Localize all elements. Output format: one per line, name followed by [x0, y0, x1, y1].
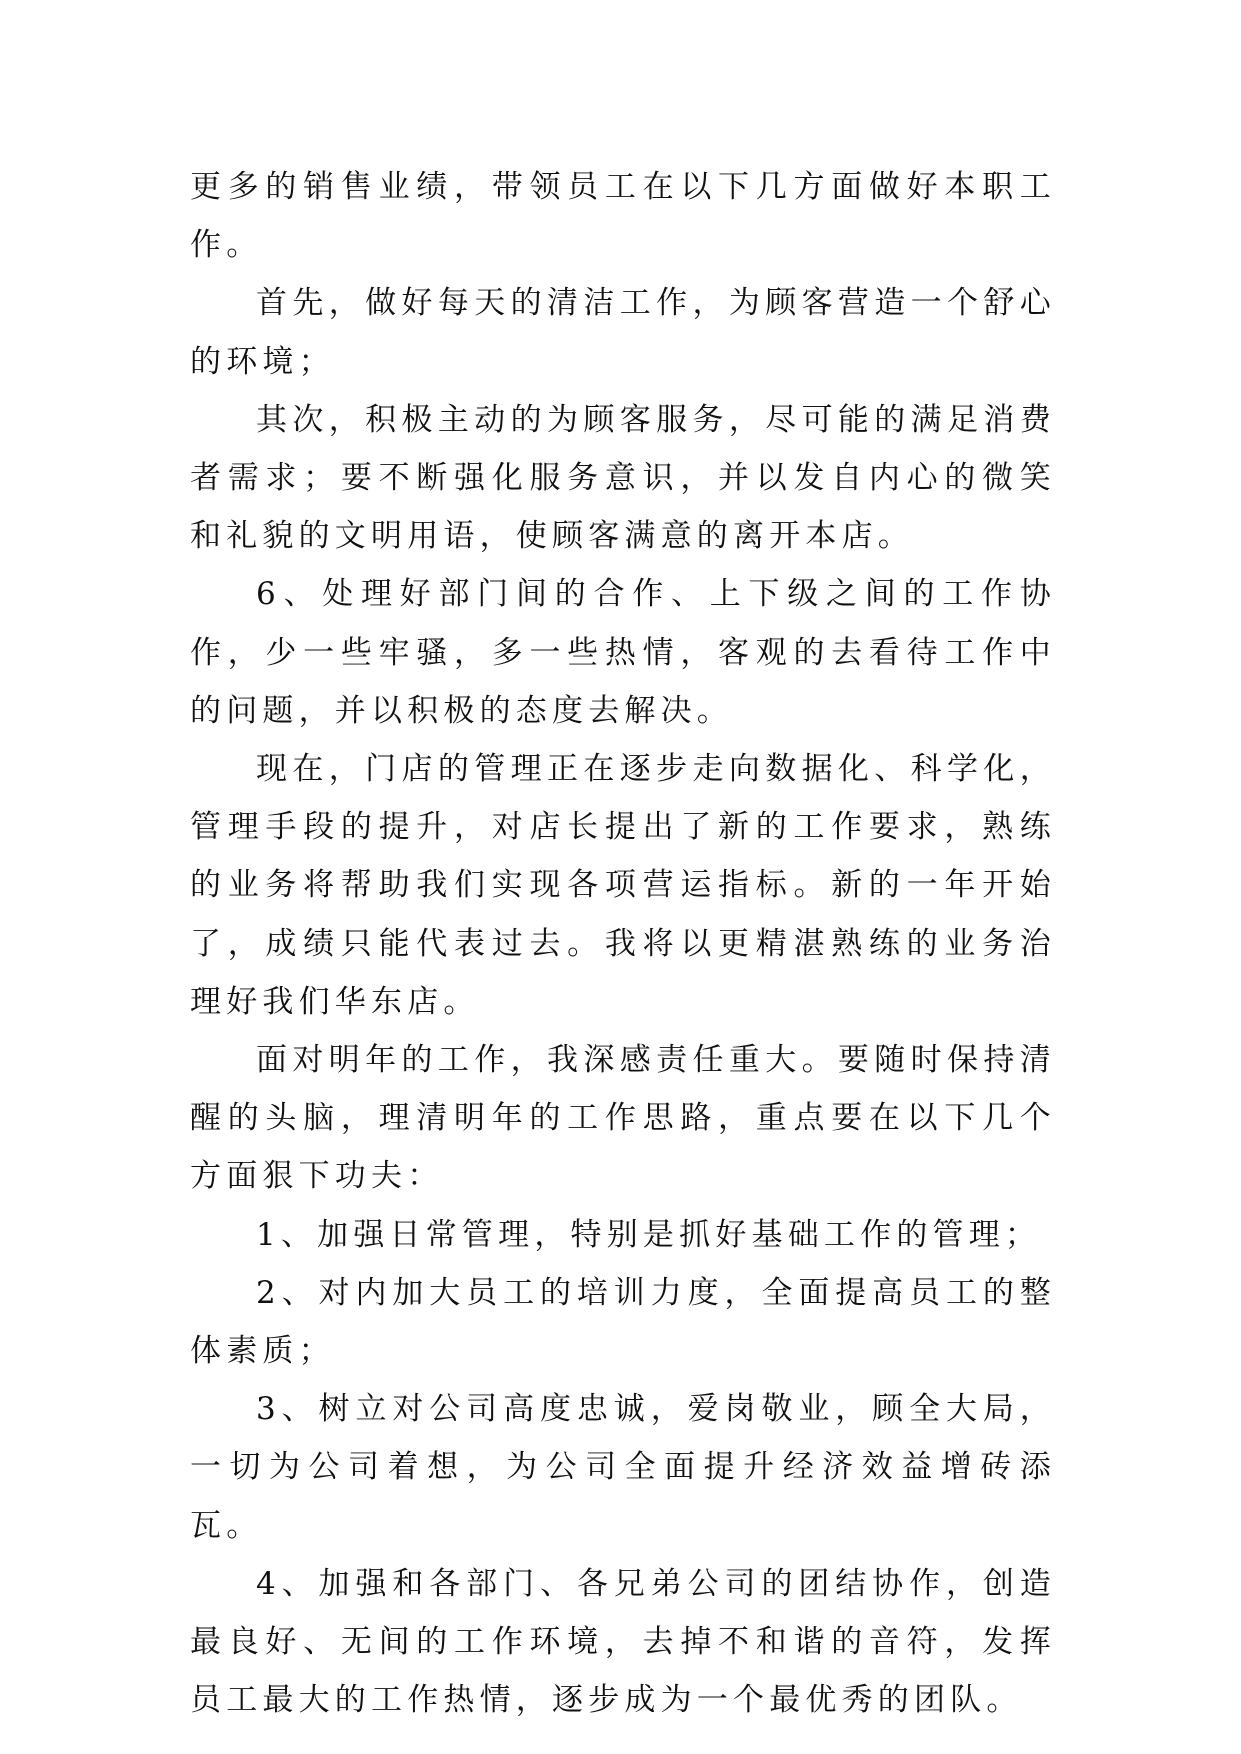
- paragraph-9: 3、树立对公司高度忠诚，爱岗敬业，顾全大局，一切为公司着想，为公司全面提升经济效益增砖添瓦。: [190, 1391, 1056, 1544]
- paragraph-5: 现在，门店的管理正在逐步走向数据化、科学化，管理手段的提升，对店长提出了新的工作要求，熟练的业务将帮助我们实现各项营运指标。新的一年开始了，成绩只能代表过去。我将以更精湛熟练的业务治理好我们华东店。: [190, 751, 1056, 1020]
- paragraph-7: 1、加强日常管理，特别是抓好基础工作的管理；: [256, 1216, 1042, 1253]
- paragraph-8: 2、对内加大员工的培训力度，全面提高员工的整体素质；: [190, 1274, 1056, 1370]
- paragraph-2: 首先，做好每天的清洁工作，为顾客营造一个舒心的环境；: [190, 285, 1056, 380]
- paragraph-10: 4、加强和各部门、各兄弟公司的团结协作，创造最良好、无间的工作环境，去掉不和谐的音符，发挥员工最大的工作热情，逐步成为一个最优秀的团队。: [190, 1565, 1056, 1719]
- document-body: [190, 158, 1056, 1729]
- paragraph-3: 其次，积极主动的为顾客服务，尽可能的满足消费者需求；要不断强化服务意识，并以发自内心的微笑和礼貌的文明用语，使顾客满意的离开本店。: [190, 401, 1056, 555]
- paragraph-6: 面对明年的工作，我深感责任重大。要随时保持清醒的头脑，理清明年的工作思路，重点要在以下几个方面狠下功夫：: [190, 1042, 1056, 1195]
- paragraph-1: 更多的销售业绩，带领员工在以下几方面做好本职工作。: [190, 169, 1056, 264]
- paragraph-4: 6、处理好部门间的合作、上下级之间的工作协作，少一些牢骚，多一些热情，客观的去看待工作中的问题，并以积极的态度去解决。: [190, 576, 1056, 729]
